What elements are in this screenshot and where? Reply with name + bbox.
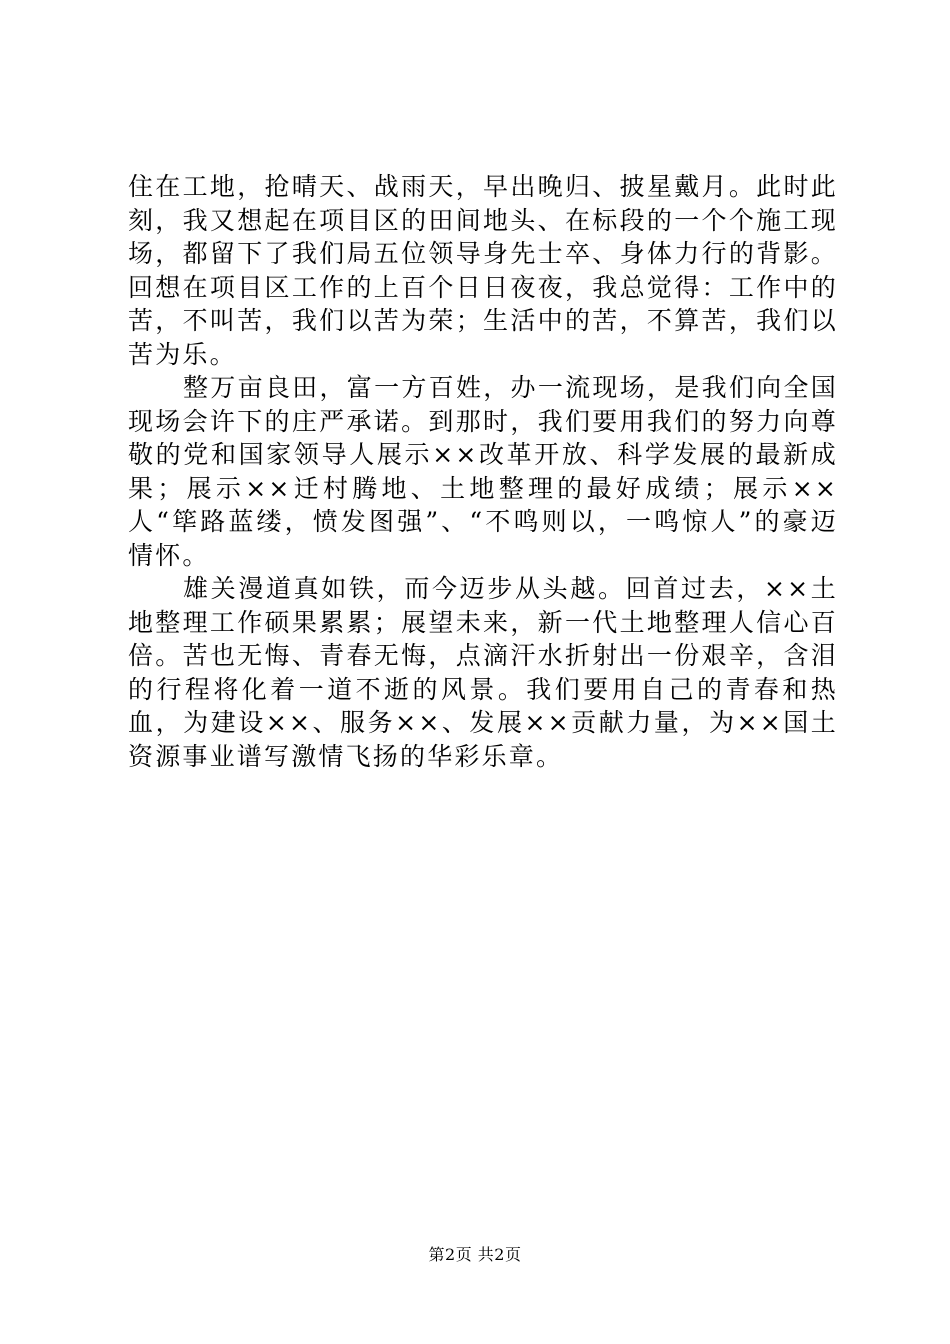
paragraph-continuation: 住在工地，抢晴天、战雨天，早出晚归、披星戴月。此时此刻，我又想起在项目区的田间地头、在标段的一个个施工现场，都留下了我们局五位领导身先士卒、身体力行的背影。回想在项目区工作的上百个日日夜夜，我总觉得：工作中的苦，不叫苦，我们以苦为荣；生活中的苦，不算苦，我们以苦为乐。 bbox=[128, 172, 838, 369]
paragraph-conclusion: 雄关漫道真如铁，而今迈步从头越。回首过去，××土地整理工作硕果累累；展望未来，新一代土地整理人信心百倍。苦也无悔、青春无悔，点滴汗水折射出一份艰辛，含泪的行程将化着一道不逝的风景。我们要用自己的青春和热血，为建设××、服务××、发展××贡献力量，为××国土资源事业谱写激情飞扬的华彩乐章。 bbox=[128, 574, 838, 771]
body-text bbox=[128, 170, 838, 773]
page-footer: 第2页 共2页 bbox=[428, 1245, 522, 1264]
paragraph-promise: 整万亩良田，富一方百姓，办一流现场，是我们向全国现场会许下的庄严承诺。到那时，我们要用我们的努力向尊敬的党和国家领导人展示××改革开放、科学发展的最新成果；展示××迁村腾地、土地整理的最好成绩；展示××人“筚路蓝缕，愤发图强”、“不鸣则以，一鸣惊人”的豪迈情怀。 bbox=[128, 373, 838, 570]
